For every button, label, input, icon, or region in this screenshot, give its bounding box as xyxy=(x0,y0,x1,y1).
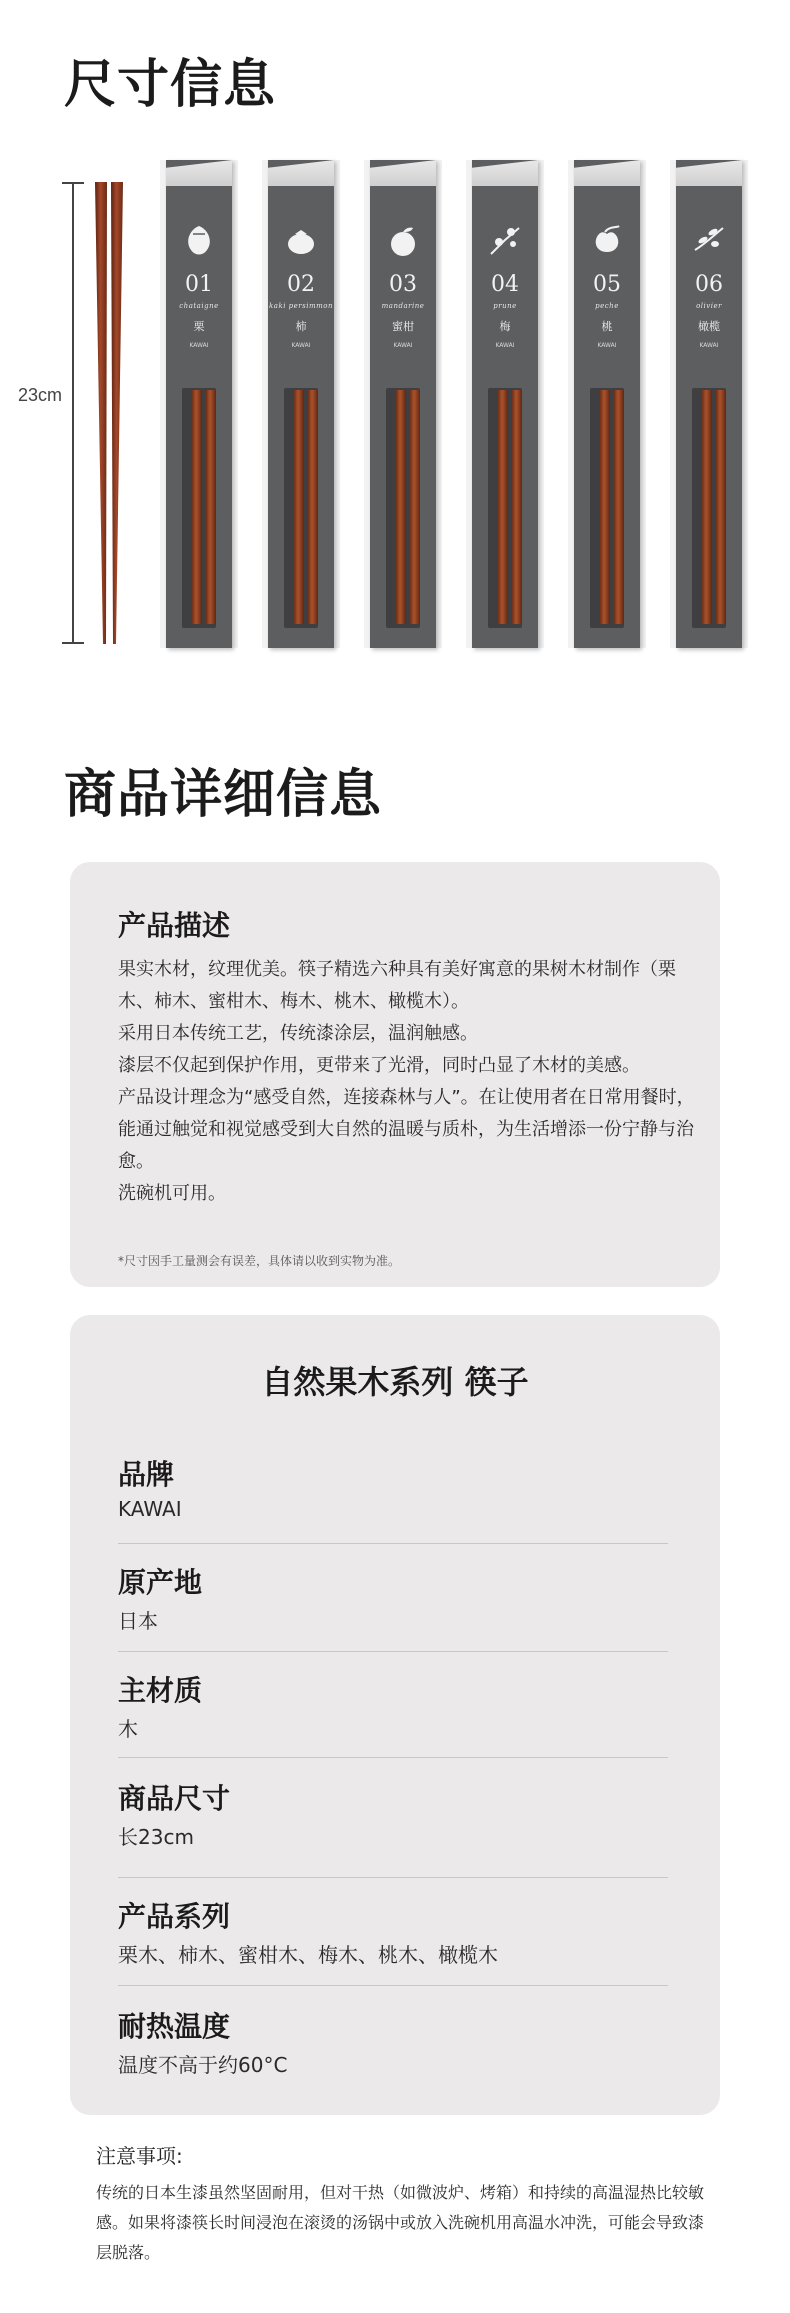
spec-value-series: 栗木、柿木、蜜柑木、梅木、桃木、橄榄木 xyxy=(118,1943,498,1967)
package-fruit-cn: 梅 xyxy=(499,320,511,333)
chopstick xyxy=(294,390,304,624)
chopstick xyxy=(498,390,508,624)
package-01 xyxy=(160,160,238,648)
package-fruit-name: kaki persimmon xyxy=(269,302,333,310)
package-number: 02 xyxy=(287,272,315,297)
size-note: *尺寸因手工量测会有误差，具体请以收到实物为准。 xyxy=(118,1254,401,1268)
spec-value-brand: KAWAI xyxy=(118,1497,182,1521)
package-window xyxy=(284,388,318,628)
package-fruit-cn: 桃 xyxy=(601,320,613,333)
spec-value-origin: 日本 xyxy=(118,1609,158,1633)
spec-divider xyxy=(118,1877,668,1878)
package-body xyxy=(166,160,232,648)
package-fruit-name: chataigne xyxy=(179,302,219,310)
chopstick xyxy=(614,390,624,624)
package-body xyxy=(472,160,538,648)
chopstick xyxy=(702,390,712,624)
spec-label-origin: 原产地 xyxy=(118,1566,203,1599)
package-brand: KAWAI xyxy=(495,342,515,349)
detail-section-title: 商品详细信息 xyxy=(64,765,383,825)
chopstick xyxy=(308,390,318,624)
package-body xyxy=(370,160,436,648)
package-fruit-name: peche xyxy=(595,302,619,310)
specs-title: 自然果木系列 筷子 xyxy=(261,1363,529,1401)
specs-panel xyxy=(70,1315,720,2115)
package-number: 06 xyxy=(695,272,723,297)
package-window xyxy=(692,388,726,628)
spec-divider xyxy=(118,1543,668,1544)
package-window xyxy=(386,388,420,628)
chestnut-icon xyxy=(179,220,219,260)
package-body xyxy=(676,160,742,648)
spec-divider xyxy=(118,1985,668,1986)
package-fruit-name: olivier xyxy=(696,302,722,310)
chopstick xyxy=(192,390,202,624)
mandarin-icon xyxy=(383,220,423,260)
package-05 xyxy=(568,160,646,648)
notice-title: 注意事项: xyxy=(96,2144,183,2168)
spec-divider xyxy=(118,1651,668,1652)
plum-blossom-icon xyxy=(485,220,525,260)
package-fruit-name: prune xyxy=(493,302,517,310)
spec-value-heat: 温度不高于约60°C xyxy=(118,2053,288,2077)
package-window xyxy=(182,388,216,628)
package-brand: KAWAI xyxy=(597,342,617,349)
package-brand: KAWAI xyxy=(393,342,413,349)
chopstick xyxy=(396,390,406,624)
length-label: 23cm xyxy=(18,385,63,405)
spec-value-material: 木 xyxy=(118,1717,138,1741)
package-number: 03 xyxy=(389,272,417,297)
package-fruit-cn: 橄榄 xyxy=(698,320,720,333)
measure-cap-bottom xyxy=(62,642,84,644)
chopstick xyxy=(410,390,420,624)
package-number: 01 xyxy=(185,272,213,297)
package-04 xyxy=(466,160,544,648)
package-fruit-cn: 蜜柑 xyxy=(392,320,414,333)
measure-cap-top xyxy=(62,182,84,184)
persimmon-icon xyxy=(281,220,321,260)
spec-label-heat: 耐热温度 xyxy=(118,2010,231,2043)
size-section-title: 尺寸信息 xyxy=(64,55,277,115)
description-panel xyxy=(70,862,720,1287)
spec-label-series: 产品系列 xyxy=(118,1900,231,1933)
package-brand: KAWAI xyxy=(189,342,209,349)
package-body xyxy=(574,160,640,648)
description-title: 产品描述 xyxy=(118,909,231,942)
measure-line xyxy=(72,182,74,642)
chopsticks-image xyxy=(92,182,126,644)
spec-divider xyxy=(118,1757,668,1758)
package-fruit-cn: 栗 xyxy=(193,320,205,333)
chopstick xyxy=(716,390,726,624)
spec-label-material: 主材质 xyxy=(118,1674,203,1707)
description-paragraph: 漆层不仅起到保护作用，更带来了光滑，同时凸显了木材的美感。 xyxy=(118,1055,640,1076)
spec-label-brand: 品牌 xyxy=(118,1458,175,1491)
package-brand: KAWAI xyxy=(699,342,719,349)
package-window xyxy=(590,388,624,628)
package-06 xyxy=(670,160,748,648)
package-number: 04 xyxy=(491,272,519,297)
description-paragraph: 采用日本传统工艺，传统漆涂层，温润触感。 xyxy=(118,1023,478,1044)
chopstick xyxy=(600,390,610,624)
package-03 xyxy=(364,160,442,648)
package-brand: KAWAI xyxy=(291,342,311,349)
description-paragraph: 产品设计理念为“感受自然，连接森林与人”。在让使用者在日常用餐时，能通过触觉和视觉感受到大自然的温暖与质朴，为生活增添一份宁静与治愈。 xyxy=(118,1087,695,1172)
package-window xyxy=(488,388,522,628)
package-fruit-cn: 柿 xyxy=(295,320,307,333)
package-body xyxy=(268,160,334,648)
spec-label-size: 商品尺寸 xyxy=(118,1782,231,1815)
chopstick xyxy=(512,390,522,624)
description-paragraph: 洗碗机可用。 xyxy=(118,1183,226,1204)
peach-icon xyxy=(587,220,627,260)
package-fruit-name: mandarine xyxy=(381,302,425,310)
chopstick xyxy=(206,390,216,624)
description-paragraph: 果实木材，纹理优美。筷子精选六种具有美好寓意的果树木材制作（栗木、柿木、蜜柑木、梅木、桃木、橄榄木）。 xyxy=(118,959,676,1012)
package-02 xyxy=(262,160,340,648)
notice-text: 传统的日本生漆虽然坚固耐用，但对干热（如微波炉、烤箱）和持续的高温湿热比较敏感。如果将漆筷长时间浸泡在滚烫的汤锅中或放入洗碗机用高温水冲洗，可能会导致漆层脱落。 xyxy=(96,2183,705,2262)
package-number: 05 xyxy=(593,272,621,297)
olive-branch-icon xyxy=(689,220,729,260)
spec-value-size: 长23cm xyxy=(118,1825,194,1849)
